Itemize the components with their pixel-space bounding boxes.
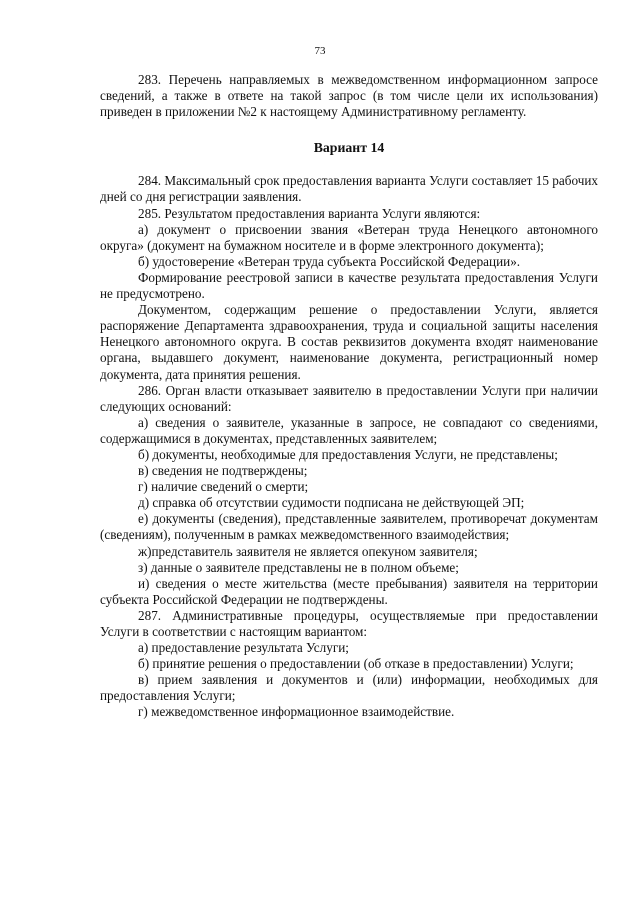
paragraph: 285. Результатом предоставления варианта Услуги являются: <box>138 205 481 221</box>
paragraph: 284. Максимальный срок предоставления варианта Услуги составляет 15 рабочих дней со дня регистрации заявления. <box>100 173 598 205</box>
paragraph: Формирование реестровой записи в качестве результата предоставления Услуги не предусмотрено. <box>100 269 598 302</box>
paragraph: 283. Перечень направляемых в межведомственном информационном запросе сведений, а также в ответе на такой запрос (в том числе цели их использования) приведен в приложении №2 к настоящему Административному регламенту. <box>100 72 598 120</box>
list-item: з) данные о заявителе представлены не в полном объеме; <box>138 559 459 575</box>
paragraph: Документом, содержащим решение о предоставлении Услуги, является распоряжение Департамента здравоохранения, труда и социальной защиты населения Ненецкого автономного округа. В состав реквизитов документа входят наименование органа, выдавшего документ, наименование документа, регистрационный номер документа, дата принятия решения. <box>100 302 598 382</box>
list-item: д) справка об отсутствии судимости подписана не действующей ЭП; <box>138 495 525 511</box>
document-body <box>100 72 598 721</box>
page-number: 73 <box>314 45 326 57</box>
list-item: б) удостоверение «Ветеран труда субъекта Российской Федерации». <box>138 253 521 269</box>
list-item: и) сведения о месте жительства (месте пребывания) заявителя на территории субъекта Российской Федерации не подтверждены. <box>100 575 598 607</box>
list-item: в) прием заявления и документов и (или) информации, необходимых для предоставления Услуги; <box>100 672 598 704</box>
list-item: г) наличие сведений о смерти; <box>138 479 309 495</box>
list-item: б) документы, необходимые для предоставления Услуги, не представлены; <box>138 446 558 462</box>
paragraph: 286. Орган власти отказывает заявителю в предоставлении Услуги при наличии следующих оснований: <box>100 382 598 414</box>
list-item: а) предоставление результата Услуги; <box>138 640 349 656</box>
list-item: г) межведомственное информационное взаимодействие. <box>138 704 455 720</box>
list-item: б) принятие решения о предоставлении (об отказе в предоставлении) Услуги; <box>138 656 574 672</box>
section-heading: Вариант 14 <box>313 140 385 156</box>
list-item: ж)представитель заявителя не является опекуном заявителя; <box>138 543 478 559</box>
list-item: а) сведения о заявителе, указанные в запросе, не совпадают со сведениями, содержащимися в документах, представленных заявителем; <box>100 414 598 446</box>
list-item: е) документы (сведения), представленные заявителем, противоречат документам (сведениям), полученным в рамках межведомственного взаимодействия; <box>100 511 598 543</box>
list-item: а) документ о присвоении звания «Ветеран труда Ненецкого автономного округа» (документ на бумажном носителе и в форме электронного документа); <box>100 221 598 253</box>
list-item: в) сведения не подтверждены; <box>138 463 308 479</box>
paragraph: 287. Административные процедуры, осуществляемые при предоставлении Услуги в соответствии с настоящим вариантом: <box>100 607 598 639</box>
